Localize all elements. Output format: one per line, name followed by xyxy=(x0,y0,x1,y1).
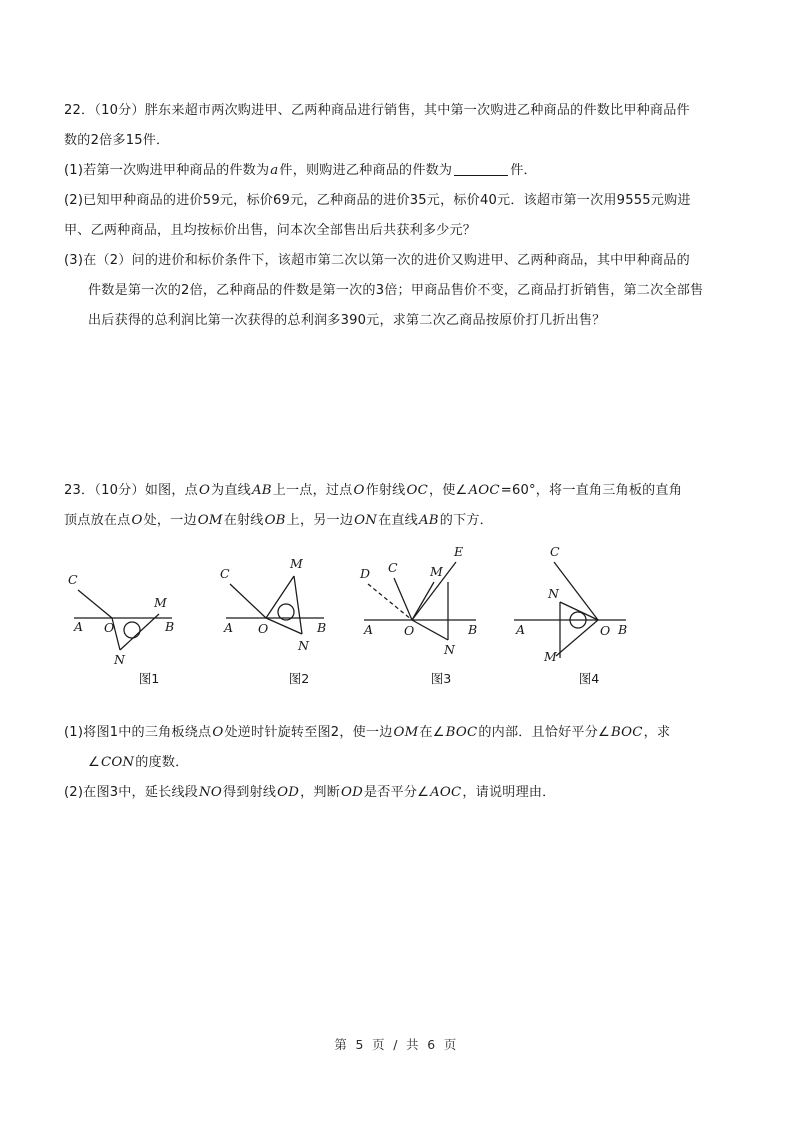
label-A: A xyxy=(364,622,374,637)
page-footer: 第 5 页 / 共 6 页 xyxy=(334,1037,459,1052)
figure-3-caption: 图3 xyxy=(430,671,452,686)
point-O-label-2: O xyxy=(353,483,365,498)
q23-stem2-f: 的下方． xyxy=(439,513,493,528)
q23-stem-a: 23．（10分）如图，点 xyxy=(64,483,198,498)
segment-ON-label: ON xyxy=(354,513,378,528)
q23-stem-b: 为直线 xyxy=(211,483,251,498)
line-AB-label: AB xyxy=(251,483,272,498)
q23-stem2-a: 顶点放在点 xyxy=(64,513,131,528)
q23-p2-d: 是否平分∠ xyxy=(363,785,430,800)
label-N: N xyxy=(548,586,559,601)
label-E: E xyxy=(454,544,464,559)
ray-OD-ref-2: OD xyxy=(341,785,363,800)
label-B: B xyxy=(165,619,175,634)
q23-p1-b: 处逆时针旋转至图2，使一边 xyxy=(224,725,393,740)
figure-1-drawing xyxy=(64,528,234,668)
label-M: M xyxy=(290,556,303,571)
angle-AOC-ref: AOC xyxy=(430,785,462,800)
figure-4-drawing xyxy=(504,528,674,668)
q22-stem-line1: 22．（10分）胖东来超市两次购进甲、乙两种商品进行销售，其中第一次购进乙种商品的件数比甲种商品件 xyxy=(64,103,690,118)
angle-AOC-label: AOC xyxy=(468,483,500,498)
ray-OB-label: OB xyxy=(264,513,286,528)
label-N: N xyxy=(114,652,125,667)
q23-p1-e: ，求 xyxy=(643,725,671,740)
q22-part1-variable: a xyxy=(270,163,279,178)
q23-stem-e: ，使∠ xyxy=(428,483,468,498)
q23-stem2-c: 在射线 xyxy=(223,513,264,528)
question-content xyxy=(64,96,730,808)
q23-p2-a: (2)在图3中，延长线段 xyxy=(64,785,199,800)
label-O: O xyxy=(104,620,115,635)
q23-p2-c: ，判断 xyxy=(300,785,341,800)
segment-OM xyxy=(556,620,598,656)
q22-stem-line2: 数的2倍多15件． xyxy=(64,133,170,148)
label-B: B xyxy=(317,620,327,635)
q22-part3-line2: 件数是第一次的2倍，乙种商品的件数是第一次的3倍；甲商品售价不变，乙商品打折销售，第二次全部售 xyxy=(88,283,704,298)
q22-part1-line xyxy=(64,156,730,186)
figure-3 xyxy=(356,528,526,696)
q23-stem2-b: 处，一边 xyxy=(143,513,197,528)
q22-part2-line1: (2)已知甲种商品的进价59元，标价69元，乙种商品的进价35元，标价40元．该超市第一次用9555元购进 xyxy=(64,193,691,208)
figure-4-caption: 图4 xyxy=(578,671,600,686)
label-N: N xyxy=(298,638,309,653)
question-spacer xyxy=(64,336,730,476)
ray-ON xyxy=(266,618,302,634)
ray-OC xyxy=(78,590,112,618)
label-C: C xyxy=(550,544,560,559)
point-O-label: O xyxy=(198,483,211,498)
figure-1 xyxy=(64,528,234,696)
segment-OM-label: OM xyxy=(197,513,223,528)
q23-stem2-d: 上，另一边 xyxy=(286,513,354,528)
q23-p1-l2a: ∠ xyxy=(88,755,100,770)
segment-NO-ref: NO xyxy=(199,785,222,800)
ray-OC xyxy=(230,584,266,618)
label-A: A xyxy=(224,620,234,635)
q23-p2-b: 得到射线 xyxy=(222,785,277,800)
ray-ON xyxy=(412,620,448,640)
q23-stem-f: =60°，将一直角三角板的直角 xyxy=(500,483,682,498)
q23-p1-d: 的内部．且恰好平分∠ xyxy=(478,725,610,740)
point-O-label-3: O xyxy=(131,513,143,528)
label-A: A xyxy=(516,622,526,637)
figure-1-caption: 图1 xyxy=(138,671,160,686)
label-A: A xyxy=(74,619,84,634)
right-angle-marker xyxy=(124,622,140,638)
q23-stem-d: 作射线 xyxy=(365,483,406,498)
segment-MN xyxy=(294,576,302,634)
ray-OM xyxy=(412,582,434,620)
label-O: O xyxy=(600,623,611,638)
ray-OD-ref: OD xyxy=(277,785,300,800)
q23-p1-l2b: 的度数． xyxy=(135,755,189,770)
q23-part1-line1 xyxy=(64,718,730,748)
q23-p1-a: (1)将图1中的三角板绕点 xyxy=(64,725,212,740)
label-B: B xyxy=(468,622,478,637)
label-M: M xyxy=(544,649,557,664)
figure-4 xyxy=(504,528,674,696)
angle-BOC-ref: BOC xyxy=(445,725,478,740)
segment-OM-ref: OM xyxy=(393,725,419,740)
label-C: C xyxy=(220,566,230,581)
ray-OC xyxy=(394,578,412,620)
q22-part1-text-a: (1)若第一次购进甲种商品的件数为 xyxy=(64,163,270,178)
ray-OM xyxy=(266,576,294,618)
ray-OD-dashed xyxy=(368,584,412,620)
q22-part2-line2: 甲、乙两种商品，且均按标价出售，问本次全部售出后共获利多少元？ xyxy=(64,223,477,238)
ray-OC-label: OC xyxy=(406,483,428,498)
label-C: C xyxy=(68,572,78,587)
label-M: M xyxy=(154,595,167,610)
q23-p2-e: ，请说明理由． xyxy=(462,785,556,800)
q23-stem2-e: 在直线 xyxy=(378,513,418,528)
label-M: M xyxy=(430,564,443,579)
q22-part1-text-b: 件，则购进乙种商品的件数为 xyxy=(279,163,453,178)
figure-group xyxy=(64,528,730,696)
q23-part2-line1 xyxy=(64,778,730,808)
q23-stem-line1 xyxy=(64,476,730,506)
line-AB-label-2: AB xyxy=(418,513,439,528)
q23-p1-c: 在∠ xyxy=(419,725,445,740)
answer-blank[interactable] xyxy=(454,175,508,176)
point-O-ref: O xyxy=(212,725,224,740)
figure-3-drawing xyxy=(356,528,526,668)
label-N: N xyxy=(444,642,455,657)
q23-part1-line2 xyxy=(64,748,730,778)
label-B: B xyxy=(618,622,628,637)
angle-CON-ref: CON xyxy=(100,755,135,770)
figure-2-caption: 图2 xyxy=(288,671,310,686)
q22-part3-line3: 出后获得的总利润比第一次获得的总利润多390元，求第二次乙商品按原价打几折出售？ xyxy=(88,313,606,328)
label-O: O xyxy=(404,623,415,638)
segment-ON xyxy=(560,602,598,620)
q22-part3-line1: (3)在（2）问的进价和标价条件下，该超市第二次以第一次的进价又购进甲、乙两种商品，其中甲种商品的 xyxy=(64,253,690,268)
label-C: C xyxy=(388,560,398,575)
q22-part1-text-c: 件． xyxy=(510,163,537,178)
angle-BOC-ref-2: BOC xyxy=(610,725,643,740)
label-O: O xyxy=(258,621,269,636)
q23-stem-c: 上一点，过点 xyxy=(272,483,353,498)
label-D: D xyxy=(360,566,371,581)
